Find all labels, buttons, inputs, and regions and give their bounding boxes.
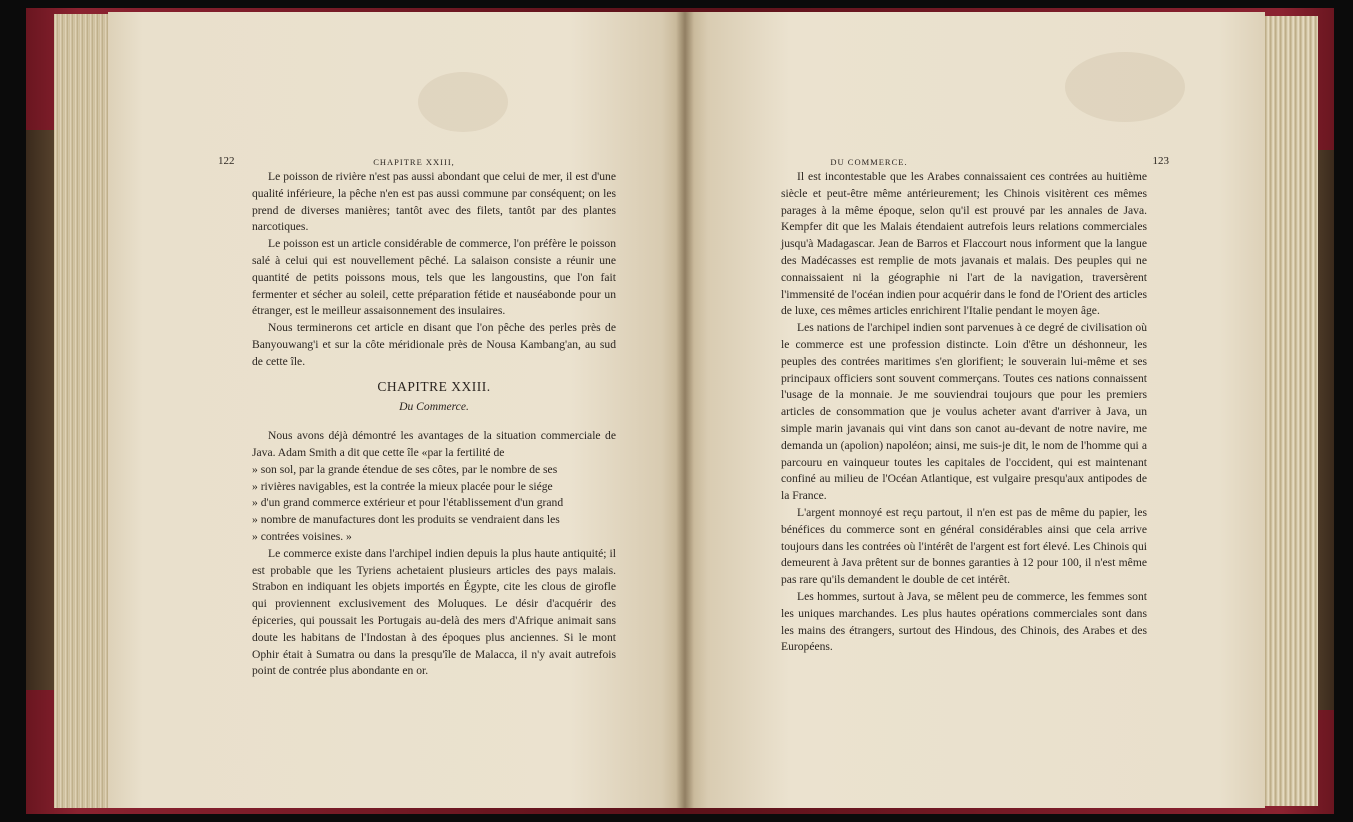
paragraph: Le commerce existe dans l'archipel indien depuis la plus haute antiquité; il est probable que les Tyriens achetaient plusieurs articles des pays malais. Strabon en indiquant les objets importés en Égypte, cite les clous de girofle qui proviennent exclusivement des Moluques. Le désir d'acquérir des épiceries, qui poussait les Portugais au-delà des mers d'Afrique animait sans doute les habitans de l'Indostan à des époques plus anciennes. Si le mont Ophir était à Sumatra ou dans la presqu'île de Malacca, il n'y avait autrefois point de contrée plus abondante en or.: [252, 546, 616, 678]
paragraph: Les hommes, surtout à Java, se mêlent peu de commerce, les femmes sont les uniques marchandes. Les plus hautes opérations commerciales sont dans les mains des étrangers, surtout des Hindous, des Chinois, des Arabes et des Européens.: [781, 589, 1147, 654]
chapter-title: CHAPITRE XXIII.: [377, 378, 491, 394]
quotation: [252, 462, 616, 546]
page-number: 123: [1152, 155, 1169, 167]
page-edges-right: [1262, 16, 1318, 806]
page-edges-left: [54, 14, 112, 808]
paragraph: L'argent monnoyé est reçu partout, il n'en est pas de même du papier, les bénéfices du commerce sont en général considérables ainsi que cela arrive toujours dans les contrées où l'intérêt de l'argent est fort élevé. Les Chinois qui demeurent à Java prêtent sur de bonnes garanties à 12 pour 100, il n'est même pas rare qu'ils demandent le double de cet intérêt.: [781, 505, 1147, 587]
left-text-block: [218, 153, 616, 680]
paragraph-quote-intro: Nous avons déjà démontré les avantages de la situation commerciale de Java. Adam Smith a dit que cette île «par la fertilité de: [252, 429, 616, 459]
paragraph: Le poisson de rivière n'est pas aussi abondant que celui de mer, il est d'une qualité inférieure, la pêche n'en est pas aussi commune par conséquent; on les prend de diverses manières; tantôt avec des filets, tantôt par des plantes narcotiques.: [252, 170, 616, 234]
paragraph: Nous terminerons cet article en disant que l'on pêche des perles près de Banyouwang'i et sur la côte méridionale près de Nousa Kambang'an, au sud de cette île.: [252, 321, 616, 368]
paper-stain: [418, 72, 508, 132]
quote-line: » d'un grand commerce extérieur et pour l'établissement d'un grand: [252, 496, 564, 510]
paragraph: Les nations de l'archipel indien sont parvenues à ce degré de civilisation où le commerce est une profession distincte. Loin d'être un déshonneur, les peuples des contrées maritimes s'en glorifient; le souverain lui-même et ses principaux officiers sont souvent commerçans. Toutes ces nations connaissent l'usage de la monnaie. Je me souviendrai toujours que pour les premiers articles de consommation que je voulus acheter avant d'arriver à Java, un simple marin javanais qui vint dans son canot au-devant de notre navire, me demanda un (apolion) napoléon; ainsi, me suis-je dit, le nom de l'homme qui a parcouru en vainqueur toutes les capitales de l'occident, qui est maintenant confiné au milieu de l'Océan Atlantique, est vulgaire presqu'aux antipodes de la France.: [781, 321, 1147, 503]
quote-line: » rivières navigables, est la contrée la mieux placée pour le siége: [252, 479, 553, 493]
running-title: CHAPITRE XXIII,: [373, 157, 455, 167]
book-gutter: [676, 12, 694, 808]
left-page: [108, 12, 685, 808]
quote-line: » son sol, par la grande étendue de ses côtes, par le nombre de ses: [252, 462, 558, 476]
paper-stain: [1065, 52, 1185, 122]
paragraph: Le poisson est un article considérable de commerce, l'on préfère le poisson salé à celui qui est nouvellement pêché. La salaison consiste a réunir une quantité de petits poissons mous, tels que les langoustins, que l'on fait fermenter et sécher au soleil, cette préparation fétide et nauséabonde pour un étranger, est le meilleur assaisonnement des insulaires.: [252, 237, 616, 318]
running-head: [218, 153, 616, 169]
chapter-subtitle: Du Commerce.: [399, 400, 469, 414]
quote-line: » nombre de manufactures dont les produits se vendraient dans les: [252, 513, 560, 527]
quote-line: » contrées voisines. »: [252, 529, 352, 543]
running-head: [781, 153, 1169, 169]
right-text-block: [781, 153, 1169, 656]
right-page: [685, 12, 1265, 808]
page-number: 122: [218, 155, 235, 167]
paragraph: Il est incontestable que les Arabes connaissaient ces contrées au huitième siècle et peut-être même antérieurement; les Chinois visitèrent ces mêmes parages à la même époque, selon qu'il est prouvé par les annales de Java. Kempfer dit que les Malais étendaient autrefois leurs relations commerciales jusqu'à Madagascar. Jean de Barros et Flaccourt nous informent que la langue des Madécasses est remplie de mots javanais et malais. Des peuples qui ne connaissaient ni la géographie ni l'art de la navigation, traversèrent l'immensité de l'océan indien pour acquérir dans le fond de l'Orient des articles de luxe, ces mêmes articles enrichirent l'Italie pendant le moyen âge.: [781, 170, 1147, 318]
running-title: DU COMMERCE.: [830, 157, 908, 167]
